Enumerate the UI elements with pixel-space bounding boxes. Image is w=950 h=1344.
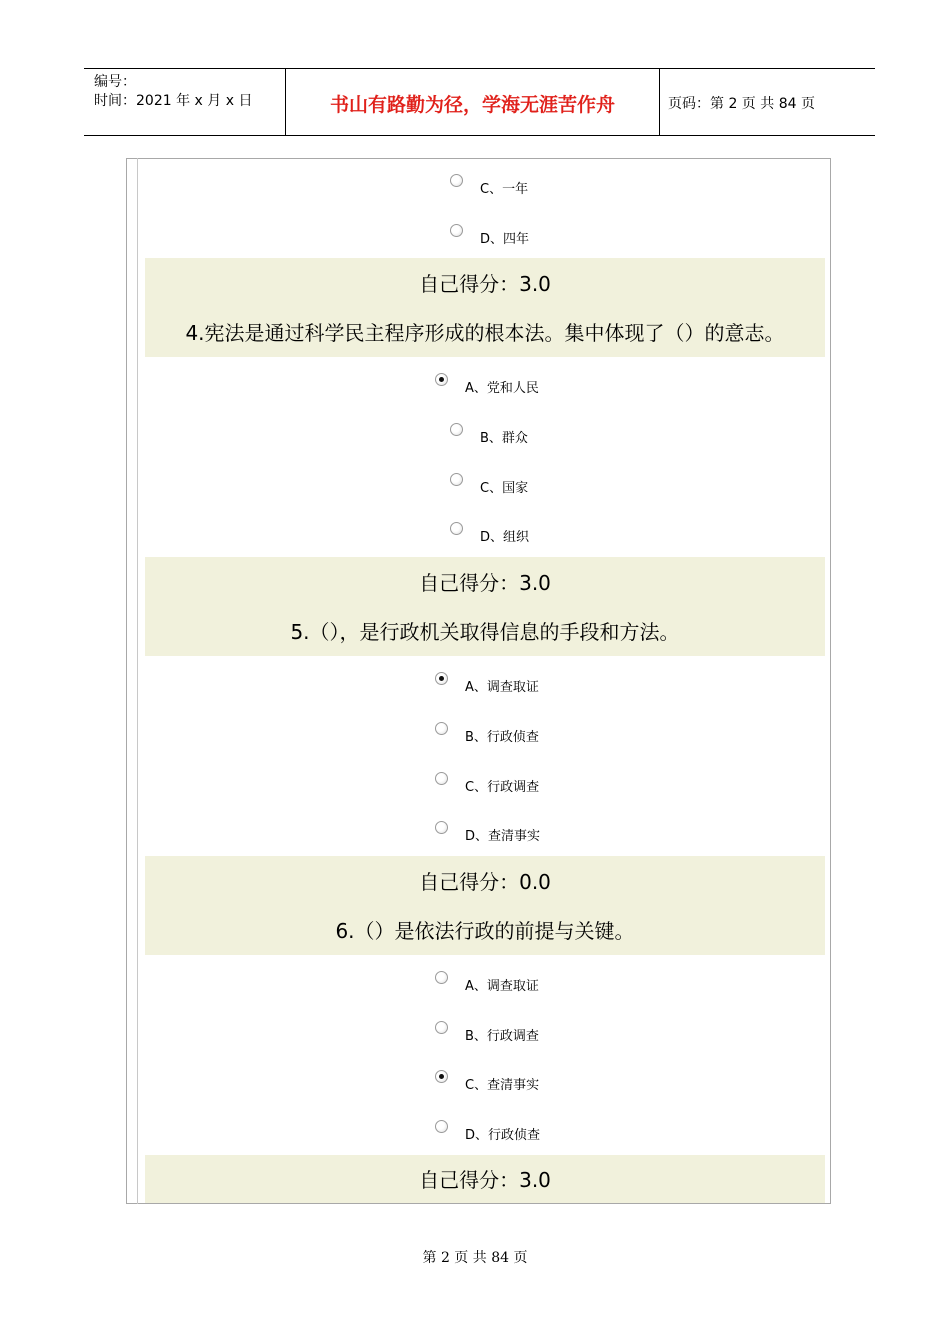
radio-checked-icon[interactable] xyxy=(435,1070,448,1083)
score-band xyxy=(145,1155,825,1203)
header-number-label: 编号： xyxy=(94,74,136,90)
score-label: 自己得分：0.0 xyxy=(419,870,551,894)
radio-icon[interactable] xyxy=(450,174,463,187)
page-footer: 第 2 页 共 84 页 xyxy=(422,1250,528,1266)
option-label: D、组织 xyxy=(480,530,530,545)
question-text: 4.宪法是通过科学民主程序形成的根本法。集中体现了（）的意志。 xyxy=(185,321,785,345)
score-question-band xyxy=(145,856,825,955)
option-label: D、行政侦查 xyxy=(465,1128,541,1143)
option-label: C、行政调查 xyxy=(465,780,540,795)
score-question-band xyxy=(145,557,825,656)
score-label: 自己得分：3.0 xyxy=(419,272,551,296)
radio-checked-icon[interactable] xyxy=(435,672,448,685)
option-label: C、国家 xyxy=(480,481,529,496)
question-text: 5.（），是行政机关取得信息的手段和方法。 xyxy=(290,620,680,644)
header-bottom-rule xyxy=(84,135,875,136)
radio-icon[interactable] xyxy=(435,1120,448,1133)
radio-icon[interactable] xyxy=(450,423,463,436)
header-time-label: 时间：2021 年 x 月 x 日 xyxy=(94,93,253,109)
score-question-band xyxy=(145,258,825,357)
header-motto: 书山有路勤为径，学海无涯苦作舟 xyxy=(329,94,615,116)
radio-icon[interactable] xyxy=(450,224,463,237)
option-label: C、一年 xyxy=(480,182,529,197)
option-label: A、党和人民 xyxy=(465,381,539,396)
quiz-frame-inner-line xyxy=(137,158,138,1204)
radio-checked-icon[interactable] xyxy=(435,373,448,386)
option-label: D、查清事实 xyxy=(465,829,541,844)
radio-icon[interactable] xyxy=(435,821,448,834)
radio-icon[interactable] xyxy=(435,971,448,984)
radio-icon[interactable] xyxy=(450,473,463,486)
option-label: B、群众 xyxy=(480,431,528,446)
radio-icon[interactable] xyxy=(435,1021,448,1034)
option-label: C、查清事实 xyxy=(465,1078,540,1093)
score-label: 自己得分：3.0 xyxy=(419,1168,551,1192)
header-page-label: 页码：第 2 页 共 84 页 xyxy=(668,96,815,112)
header-top-rule xyxy=(84,68,875,69)
radio-icon[interactable] xyxy=(435,722,448,735)
score-label: 自己得分：3.0 xyxy=(419,571,551,595)
option-label: A、调查取证 xyxy=(465,979,539,994)
radio-icon[interactable] xyxy=(450,522,463,535)
radio-icon[interactable] xyxy=(435,772,448,785)
option-label: B、行政调查 xyxy=(465,1029,539,1044)
option-label: A、调查取证 xyxy=(465,680,539,695)
option-label: B、行政侦查 xyxy=(465,730,539,745)
option-label: D、四年 xyxy=(480,232,530,247)
header-divider-right xyxy=(659,68,660,136)
question-text: 6.（）是依法行政的前提与关键。 xyxy=(335,919,635,943)
